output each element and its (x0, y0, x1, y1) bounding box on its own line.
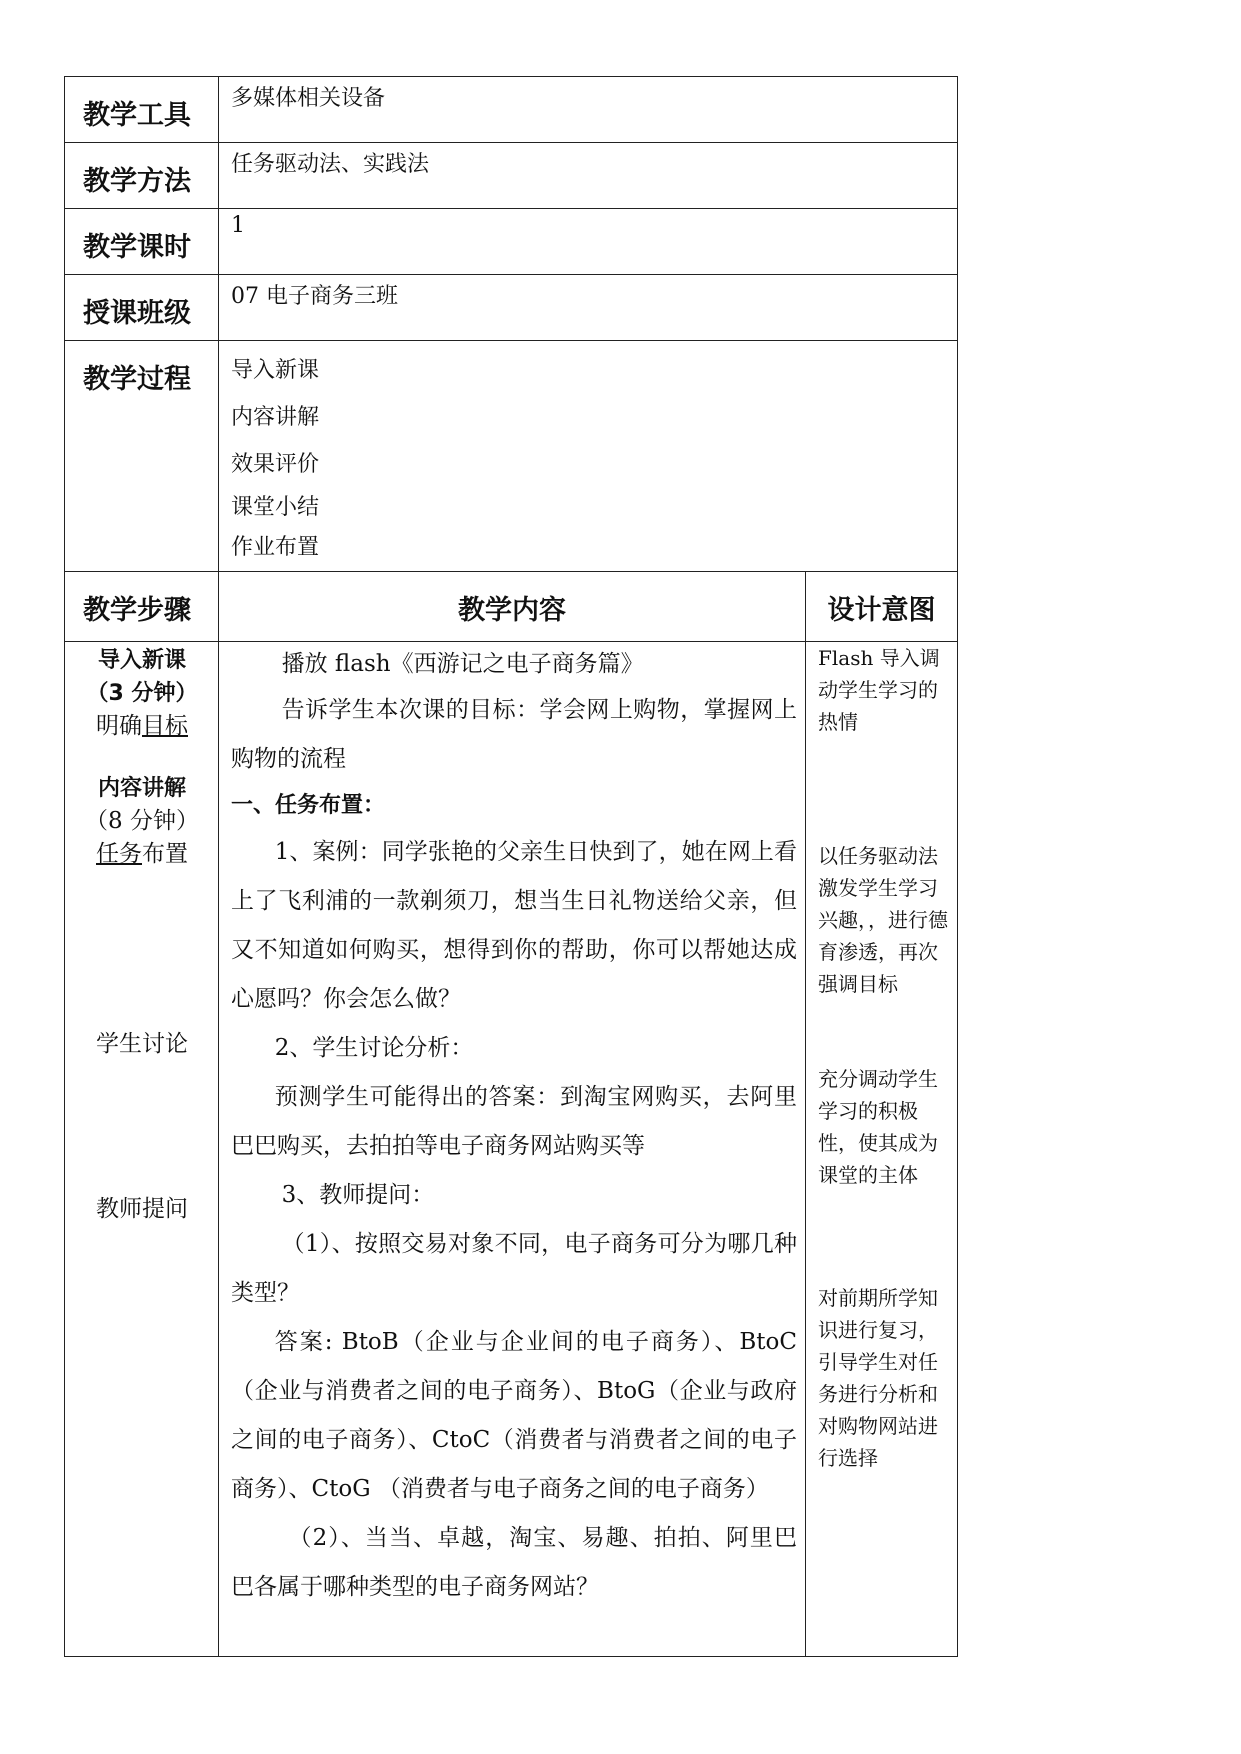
process-item: 导入新课 (231, 358, 320, 383)
label-teaching-tools: 教学工具 (65, 77, 219, 142)
content-p9: （2）、当当、卓越，淘宝、易趣、拍拍、阿里巴巴各属于哪种类型的电子商务网站？ (231, 1525, 797, 1600)
process-item: 作业布置 (231, 535, 320, 560)
row-class-group (65, 275, 957, 341)
content-p5: 预测学生可能得出的答案：到淘宝网购买，去阿里巴巴购买，去拍拍等电子商务网站购买等 (231, 1084, 797, 1159)
step-discuss: 学生讨论 (96, 1031, 188, 1057)
step-explain-time: （8 分钟） (85, 808, 199, 834)
step-question: 教师提问 (96, 1196, 188, 1222)
content-p1: 播放 flash《西游记之电子商务篇》 (281, 651, 644, 677)
content-section-task: 一、任务布置： (231, 793, 386, 818)
step-explain-task (65, 838, 219, 871)
content-p7: （1）、按照交易对象不同，电子商务可分为哪几种类型？ (231, 1231, 797, 1306)
intent-note-2: 以任务驱动法激发学生学习兴趣，，进行德育渗透，再次强调目标 (818, 844, 948, 996)
steps-column (65, 642, 219, 1656)
process-list (219, 341, 957, 571)
header-teaching-content: 教学内容 (219, 572, 806, 641)
process-item: 效果评价 (231, 452, 320, 477)
process-item: 内容讲解 (231, 405, 320, 430)
lesson-plan-table (64, 76, 958, 1657)
row-teaching-process (65, 341, 957, 572)
step-intro-goal (65, 710, 219, 743)
content-p2: 告诉学生本次课的目标：学会网上购物，掌握网上购物的流程 (231, 697, 797, 772)
row-class-hours (65, 209, 957, 275)
value-teaching-methods: 任务驱动法、实践法 (231, 152, 430, 177)
content-column (219, 642, 806, 1656)
step-explain-title: 内容讲解 (97, 776, 186, 801)
value-class-hours: 1 (231, 213, 245, 238)
steps-header-row (65, 572, 957, 642)
step-explain (65, 772, 219, 871)
step-intro-title: 导入新课 (97, 648, 186, 673)
content-p6: 3、教师提问： (281, 1182, 435, 1208)
intent-note-3: 充分调动学生学习的积极性，使其成为课堂的主体 (818, 1067, 938, 1187)
intent-column (806, 642, 957, 1656)
step-explain-task-a: 任务 (96, 841, 142, 867)
step-explain-task-b: 布置 (142, 841, 188, 867)
label-class-group: 授课班级 (65, 275, 219, 340)
header-design-intent: 设计意图 (827, 595, 936, 626)
content-p4: 2、学生讨论分析： (274, 1035, 474, 1061)
intent-note-1: Flash 导入调动学生学习的热情 (818, 646, 940, 734)
row-teaching-methods (65, 143, 957, 209)
header-teaching-steps: 教学步骤 (65, 572, 219, 641)
value-class-group: 07 电子商务三班 (231, 284, 398, 309)
value-teaching-tools: 多媒体相关设备 (231, 86, 386, 111)
label-teaching-methods: 教学方法 (65, 143, 219, 208)
row-teaching-tools (65, 77, 957, 143)
label-teaching-process: 教学过程 (65, 341, 219, 571)
step-intro-goal-b: 目标 (142, 713, 188, 739)
process-item: 课堂小结 (231, 495, 320, 520)
steps-body-row (65, 642, 957, 1656)
label-class-hours: 教学课时 (65, 209, 219, 274)
intent-note-4: 对前期所学知识进行复习，引导学生对任务进行分析和对购物网站进行选择 (818, 1286, 938, 1470)
step-intro (65, 644, 219, 743)
step-intro-time: （3 分钟） (86, 681, 198, 706)
step-intro-goal-a: 明确 (96, 713, 142, 739)
content-p3: 1、案例：同学张艳的父亲生日快到了，她在网上看上了飞利浦的一款剃须刀，想当生日礼物送给父亲，但又不知道如何购买，想得到你的帮助，你可以帮她达成心愿吗？你会怎么做？ (231, 839, 797, 1012)
content-p8: 答案: BtoB（企业与企业间的电子商务）、BtoC（企业与消费者之间的电子商务）、BtoG（企业与政府之间的电子商务）、CtoC（消费者与消费者之间的电子商务）、CtoG （消费者与电子商务之间的电子商务） (231, 1329, 797, 1502)
